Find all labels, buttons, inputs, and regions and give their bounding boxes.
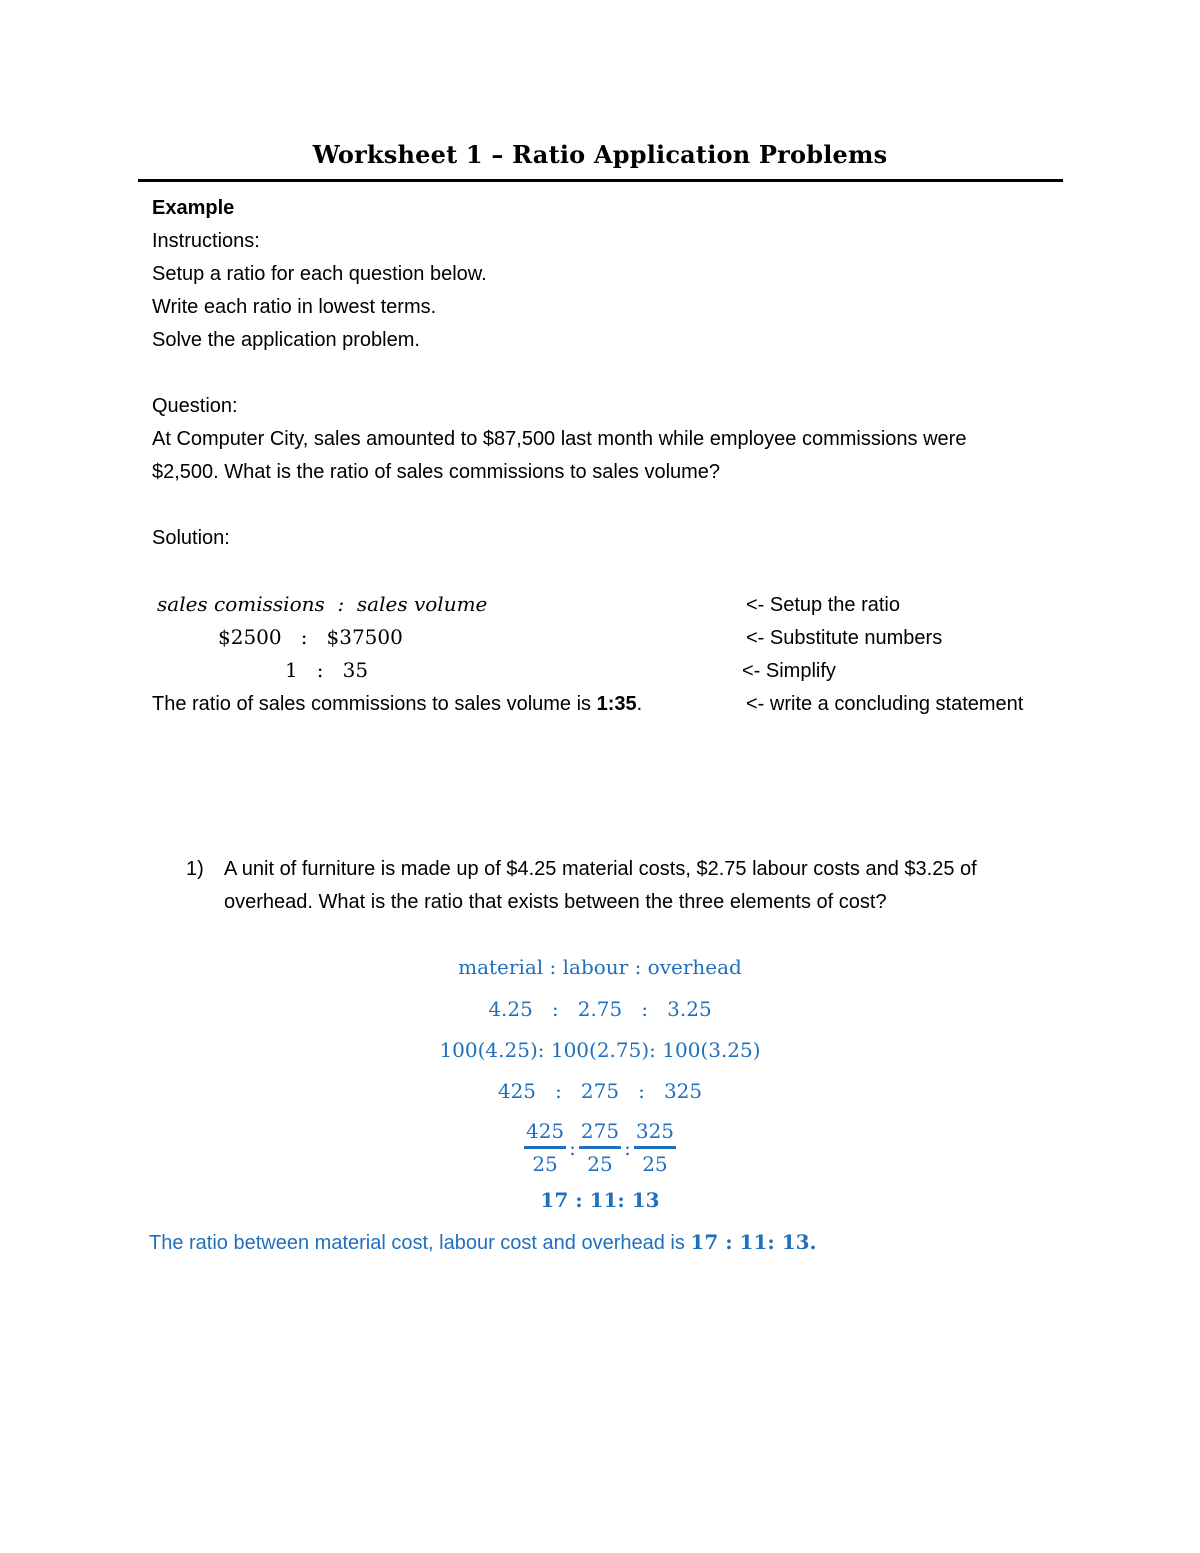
fraction-separator: :: [569, 1135, 576, 1160]
answer-statement: [149, 1226, 817, 1260]
fraction-separator: :: [624, 1135, 631, 1160]
solution-step-setup: sales comissions : sales volume: [157, 592, 488, 616]
solution-step-substitute: $2500 : $37500: [218, 625, 403, 649]
solution-note-simplify: <- Simplify: [742, 660, 836, 682]
work-row-decimals: 4.25 : 2.75 : 3.25: [488, 997, 712, 1021]
instruction-item: Setup a ratio for each question below.: [152, 263, 487, 285]
fraction: [634, 1118, 676, 1177]
page-title: Worksheet 1 – Ratio Application Problems: [312, 140, 888, 169]
conclusion-ratio: 1:35: [596, 693, 637, 715]
answer-text: The ratio between material cost, labour cost and overhead is: [149, 1232, 691, 1254]
question-label: Question:: [152, 395, 238, 417]
conclusion-statement: [152, 688, 642, 721]
fraction-numerator: 275: [579, 1118, 621, 1149]
fraction: [579, 1118, 621, 1177]
work-row-whole: 425 : 275 : 325: [497, 1079, 703, 1103]
work-row-labels: material : labour : overhead: [458, 955, 742, 979]
solution-note-setup: <- Setup the ratio: [746, 594, 900, 616]
fraction-denominator: 25: [587, 1152, 613, 1176]
answer-ratio: 17 : 11: 13.: [690, 1230, 817, 1254]
example-heading: Example: [152, 197, 235, 219]
solution-step-simplify: 1 : 35: [285, 658, 369, 682]
fraction-numerator: 325: [634, 1118, 676, 1149]
conclusion-text: The ratio of sales commissions to sales volume is: [152, 693, 597, 715]
fraction-numerator: 425: [524, 1118, 566, 1149]
solution-note-conclusion: <- write a concluding statement: [746, 693, 1024, 715]
conclusion-period: .: [636, 693, 643, 715]
work-row-result: 17 : 11: 13: [540, 1188, 660, 1212]
problem-text-line: overhead. What is the ratio that exists between the three elements of cost?: [224, 891, 887, 913]
solution-note-substitute: <- Substitute numbers: [746, 627, 943, 649]
solution-label: Solution:: [152, 527, 230, 549]
question-text-line: At Computer City, sales amounted to $87,500 last month while employee commissions were: [152, 428, 967, 450]
title-divider: [138, 179, 1063, 182]
question-text-line: $2,500. What is the ratio of sales commissions to sales volume?: [152, 461, 721, 483]
instruction-item: Solve the application problem.: [152, 329, 420, 351]
fraction-denominator: 25: [532, 1152, 558, 1176]
instructions-label: Instructions:: [152, 230, 260, 252]
work-row-multiply: 100(4.25): 100(2.75): 100(3.25): [439, 1038, 761, 1062]
problem-text-line: A unit of furniture is made up of $4.25 material costs, $2.75 labour costs and $3.25 of: [224, 858, 977, 880]
problem-number: 1): [186, 858, 204, 880]
work-row-fractions: [0, 1118, 1200, 1177]
instruction-item: Write each ratio in lowest terms.: [152, 296, 437, 318]
fraction: [524, 1118, 566, 1177]
fraction-denominator: 25: [642, 1152, 668, 1176]
